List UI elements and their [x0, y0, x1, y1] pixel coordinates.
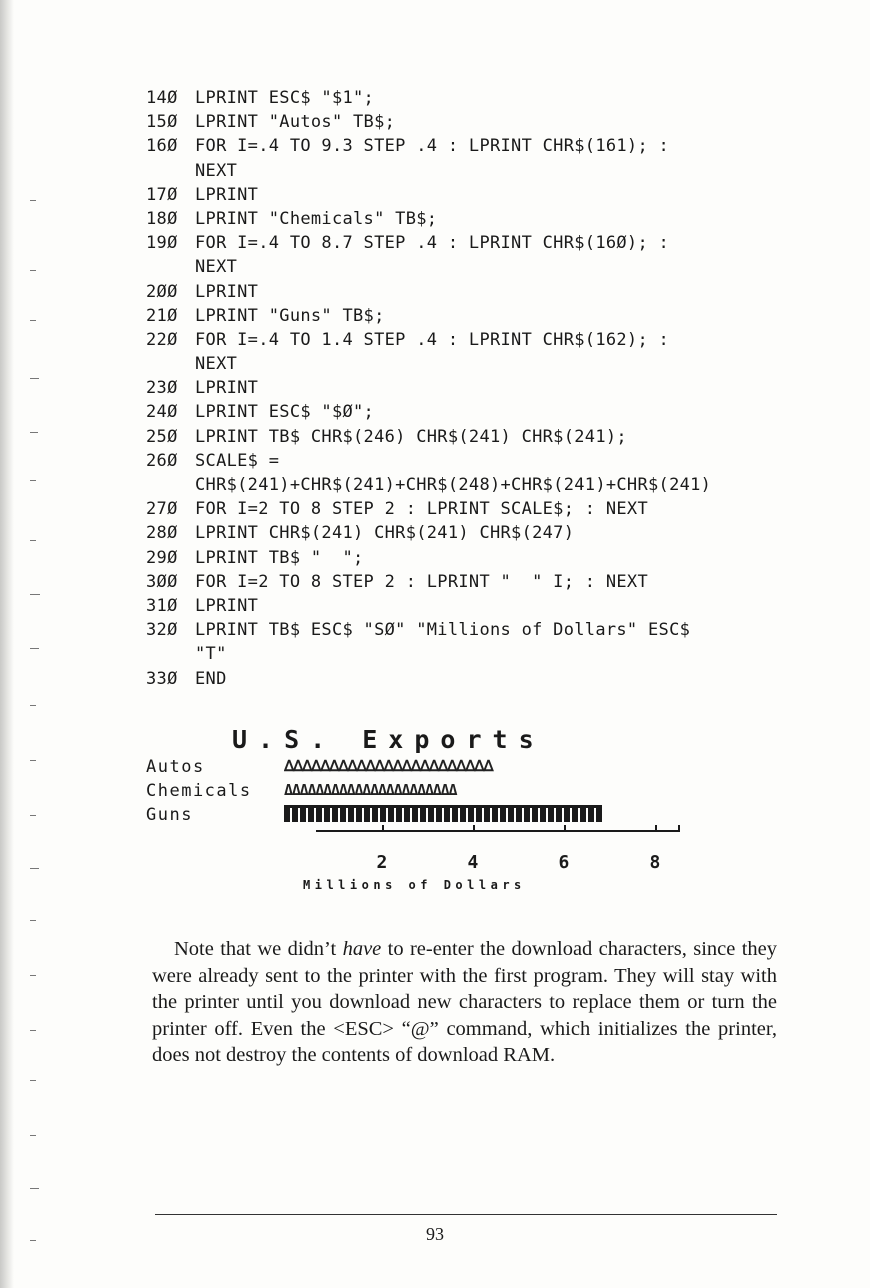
code-text: LPRINT TB$ ESC$ "SØ" "Millions of Dollars" ESC$: [195, 620, 691, 641]
edge-mark: [30, 648, 39, 649]
code-line: [146, 231, 826, 255]
x-axis-line: [316, 830, 680, 832]
code-line: [146, 159, 826, 183]
line-number: 33Ø: [146, 668, 178, 689]
x-tick: [473, 825, 475, 832]
code-line: [146, 425, 826, 449]
code-line: [146, 207, 826, 231]
code-line: [146, 497, 826, 521]
line-number: 26Ø: [146, 450, 178, 471]
code-text: CHR$(241)+CHR$(241)+CHR$(248)+CHR$(241)+CHR$(241): [195, 475, 712, 495]
edge-mark: [30, 920, 36, 921]
line-number: 22Ø: [146, 329, 178, 350]
line-number: 29Ø: [146, 547, 178, 568]
page-edge: [0, 0, 14, 1288]
bar-label-autos: Autos: [146, 757, 205, 777]
code-line: [146, 255, 826, 279]
edge-mark: [30, 975, 36, 976]
x-tick-label: 4: [467, 852, 479, 873]
edge-mark: [30, 270, 36, 271]
edge-mark: [30, 1240, 36, 1241]
code-text: LPRINT: [195, 378, 259, 399]
line-number: 24Ø: [146, 402, 178, 423]
code-line: [146, 521, 826, 545]
code-text: LPRINT TB$ CHR$(246) CHR$(241) CHR$(241);: [195, 426, 627, 447]
line-number: 31Ø: [146, 595, 178, 616]
edge-mark: [30, 1080, 36, 1081]
line-number: 21Ø: [146, 305, 178, 326]
code-line: [146, 328, 826, 352]
code-text: LPRINT "Autos" TB$;: [195, 112, 396, 133]
code-line: [146, 594, 826, 618]
code-text: LPRINT TB$ " ";: [195, 547, 364, 568]
edge-mark: [30, 432, 38, 433]
line-number: 14Ø: [146, 88, 178, 108]
edge-mark: [30, 815, 36, 816]
code-line: [146, 376, 826, 400]
code-text: FOR I=2 TO 8 STEP 2 : LPRINT " " I; : NEXT: [195, 571, 648, 592]
edge-mark: [30, 705, 36, 706]
code-text: FOR I=.4 TO 1.4 STEP .4 : LPRINT CHR$(162); :: [195, 329, 670, 350]
code-line: [146, 280, 826, 304]
code-text: LPRINT: [195, 184, 259, 205]
footer-rule: [155, 1214, 777, 1215]
code-line: [146, 642, 826, 666]
code-text: LPRINT: [195, 281, 259, 302]
code-text: NEXT: [195, 257, 238, 278]
line-number: 32Ø: [146, 620, 178, 641]
line-number: 3ØØ: [146, 571, 178, 592]
code-text: SCALE$ =: [195, 450, 280, 471]
code-text: LPRINT CHR$(241) CHR$(241) CHR$(247): [195, 523, 575, 544]
x-tick-label: 8: [649, 852, 661, 873]
code-line: [146, 183, 826, 207]
printer-output-chart: [146, 725, 686, 895]
edge-mark: [30, 1135, 36, 1136]
code-line: [146, 86, 826, 110]
line-number: 16Ø: [146, 136, 178, 157]
edge-mark: [30, 868, 39, 869]
line-number: 25Ø: [146, 426, 178, 447]
code-listing: [146, 86, 826, 691]
edge-mark: [30, 1030, 36, 1031]
x-tick-label: 2: [376, 852, 388, 873]
bar-chemicals: ΔΔΔΔΔΔΔΔΔΔΔΔΔΔΔΔΔΔΔΔΔΔ: [284, 781, 457, 798]
edge-mark: [30, 1188, 39, 1189]
code-text: FOR I=2 TO 8 STEP 2 : LPRINT SCALE$; : NEXT: [195, 499, 648, 520]
bar-label-chemicals: Chemicals: [146, 781, 252, 801]
code-text: END: [195, 668, 227, 689]
code-text: LPRINT ESC$ "$1";: [195, 88, 375, 108]
code-line: [146, 134, 826, 158]
edge-mark: [30, 480, 36, 481]
line-number: 15Ø: [146, 112, 178, 133]
edge-mark: [30, 594, 40, 595]
body-paragraph: [152, 936, 777, 1069]
line-number: 2ØØ: [146, 281, 178, 302]
code-line: [146, 546, 826, 570]
code-line: [146, 667, 826, 691]
x-tick-label: 6: [558, 852, 570, 873]
code-text: FOR I=.4 TO 9.3 STEP .4 : LPRINT CHR$(161); :: [195, 136, 670, 157]
code-line: [146, 110, 826, 134]
prose-before: Note that we didn’t: [174, 938, 343, 960]
code-line: [146, 400, 826, 424]
line-number: 23Ø: [146, 378, 178, 399]
line-number: 27Ø: [146, 499, 178, 520]
code-text: LPRINT "Guns" TB$;: [195, 305, 385, 326]
x-tick: [382, 825, 384, 832]
code-text: LPRINT: [195, 595, 259, 616]
chart-title: U.S. Exports: [232, 725, 545, 754]
code-line: [146, 473, 826, 497]
prose-after: to re-enter the download characters, since they were already sent to the printer with the first program. They will stay with the printer until you download new characters to replace them or turn the printer off. Even the <ESC> “@” command, which initializes the printer, does not destroy the contents of download RAM.: [152, 938, 777, 1066]
bar-autos: ᐃᐃᐃᐃᐃᐃᐃᐃᐃᐃᐃᐃᐃᐃᐃᐃᐃᐃᐃᐃᐃᐃᐃ: [284, 757, 493, 774]
code-text: "T": [195, 644, 227, 665]
prose-emphasis: have: [342, 938, 382, 960]
page-number: 93: [426, 1224, 444, 1244]
edge-mark: [30, 200, 36, 201]
x-axis-label: Millions of Dollars: [303, 878, 526, 892]
edge-mark: [30, 540, 36, 541]
x-tick: [655, 825, 657, 832]
line-number: 19Ø: [146, 233, 178, 254]
line-number: 18Ø: [146, 208, 178, 229]
code-text: LPRINT "Chemicals" TB$;: [195, 208, 438, 229]
code-line: [146, 449, 826, 473]
x-axis-end-tick: [678, 825, 680, 832]
code-text: NEXT: [195, 160, 238, 181]
code-line: [146, 352, 826, 376]
line-number: 28Ø: [146, 523, 178, 544]
code-line: [146, 304, 826, 328]
edge-mark: [30, 320, 36, 321]
code-line: [146, 570, 826, 594]
bar-guns: [284, 805, 602, 822]
x-tick: [564, 825, 566, 832]
code-text: FOR I=.4 TO 8.7 STEP .4 : LPRINT CHR$(16Ø); :: [195, 233, 670, 254]
code-text: LPRINT ESC$ "$Ø";: [195, 402, 375, 423]
edge-mark: [30, 760, 36, 761]
code-text: NEXT: [195, 354, 238, 375]
bar-label-guns: Guns: [146, 805, 193, 825]
line-number: 17Ø: [146, 184, 178, 205]
code-line: [146, 618, 826, 642]
edge-mark: [30, 378, 39, 379]
